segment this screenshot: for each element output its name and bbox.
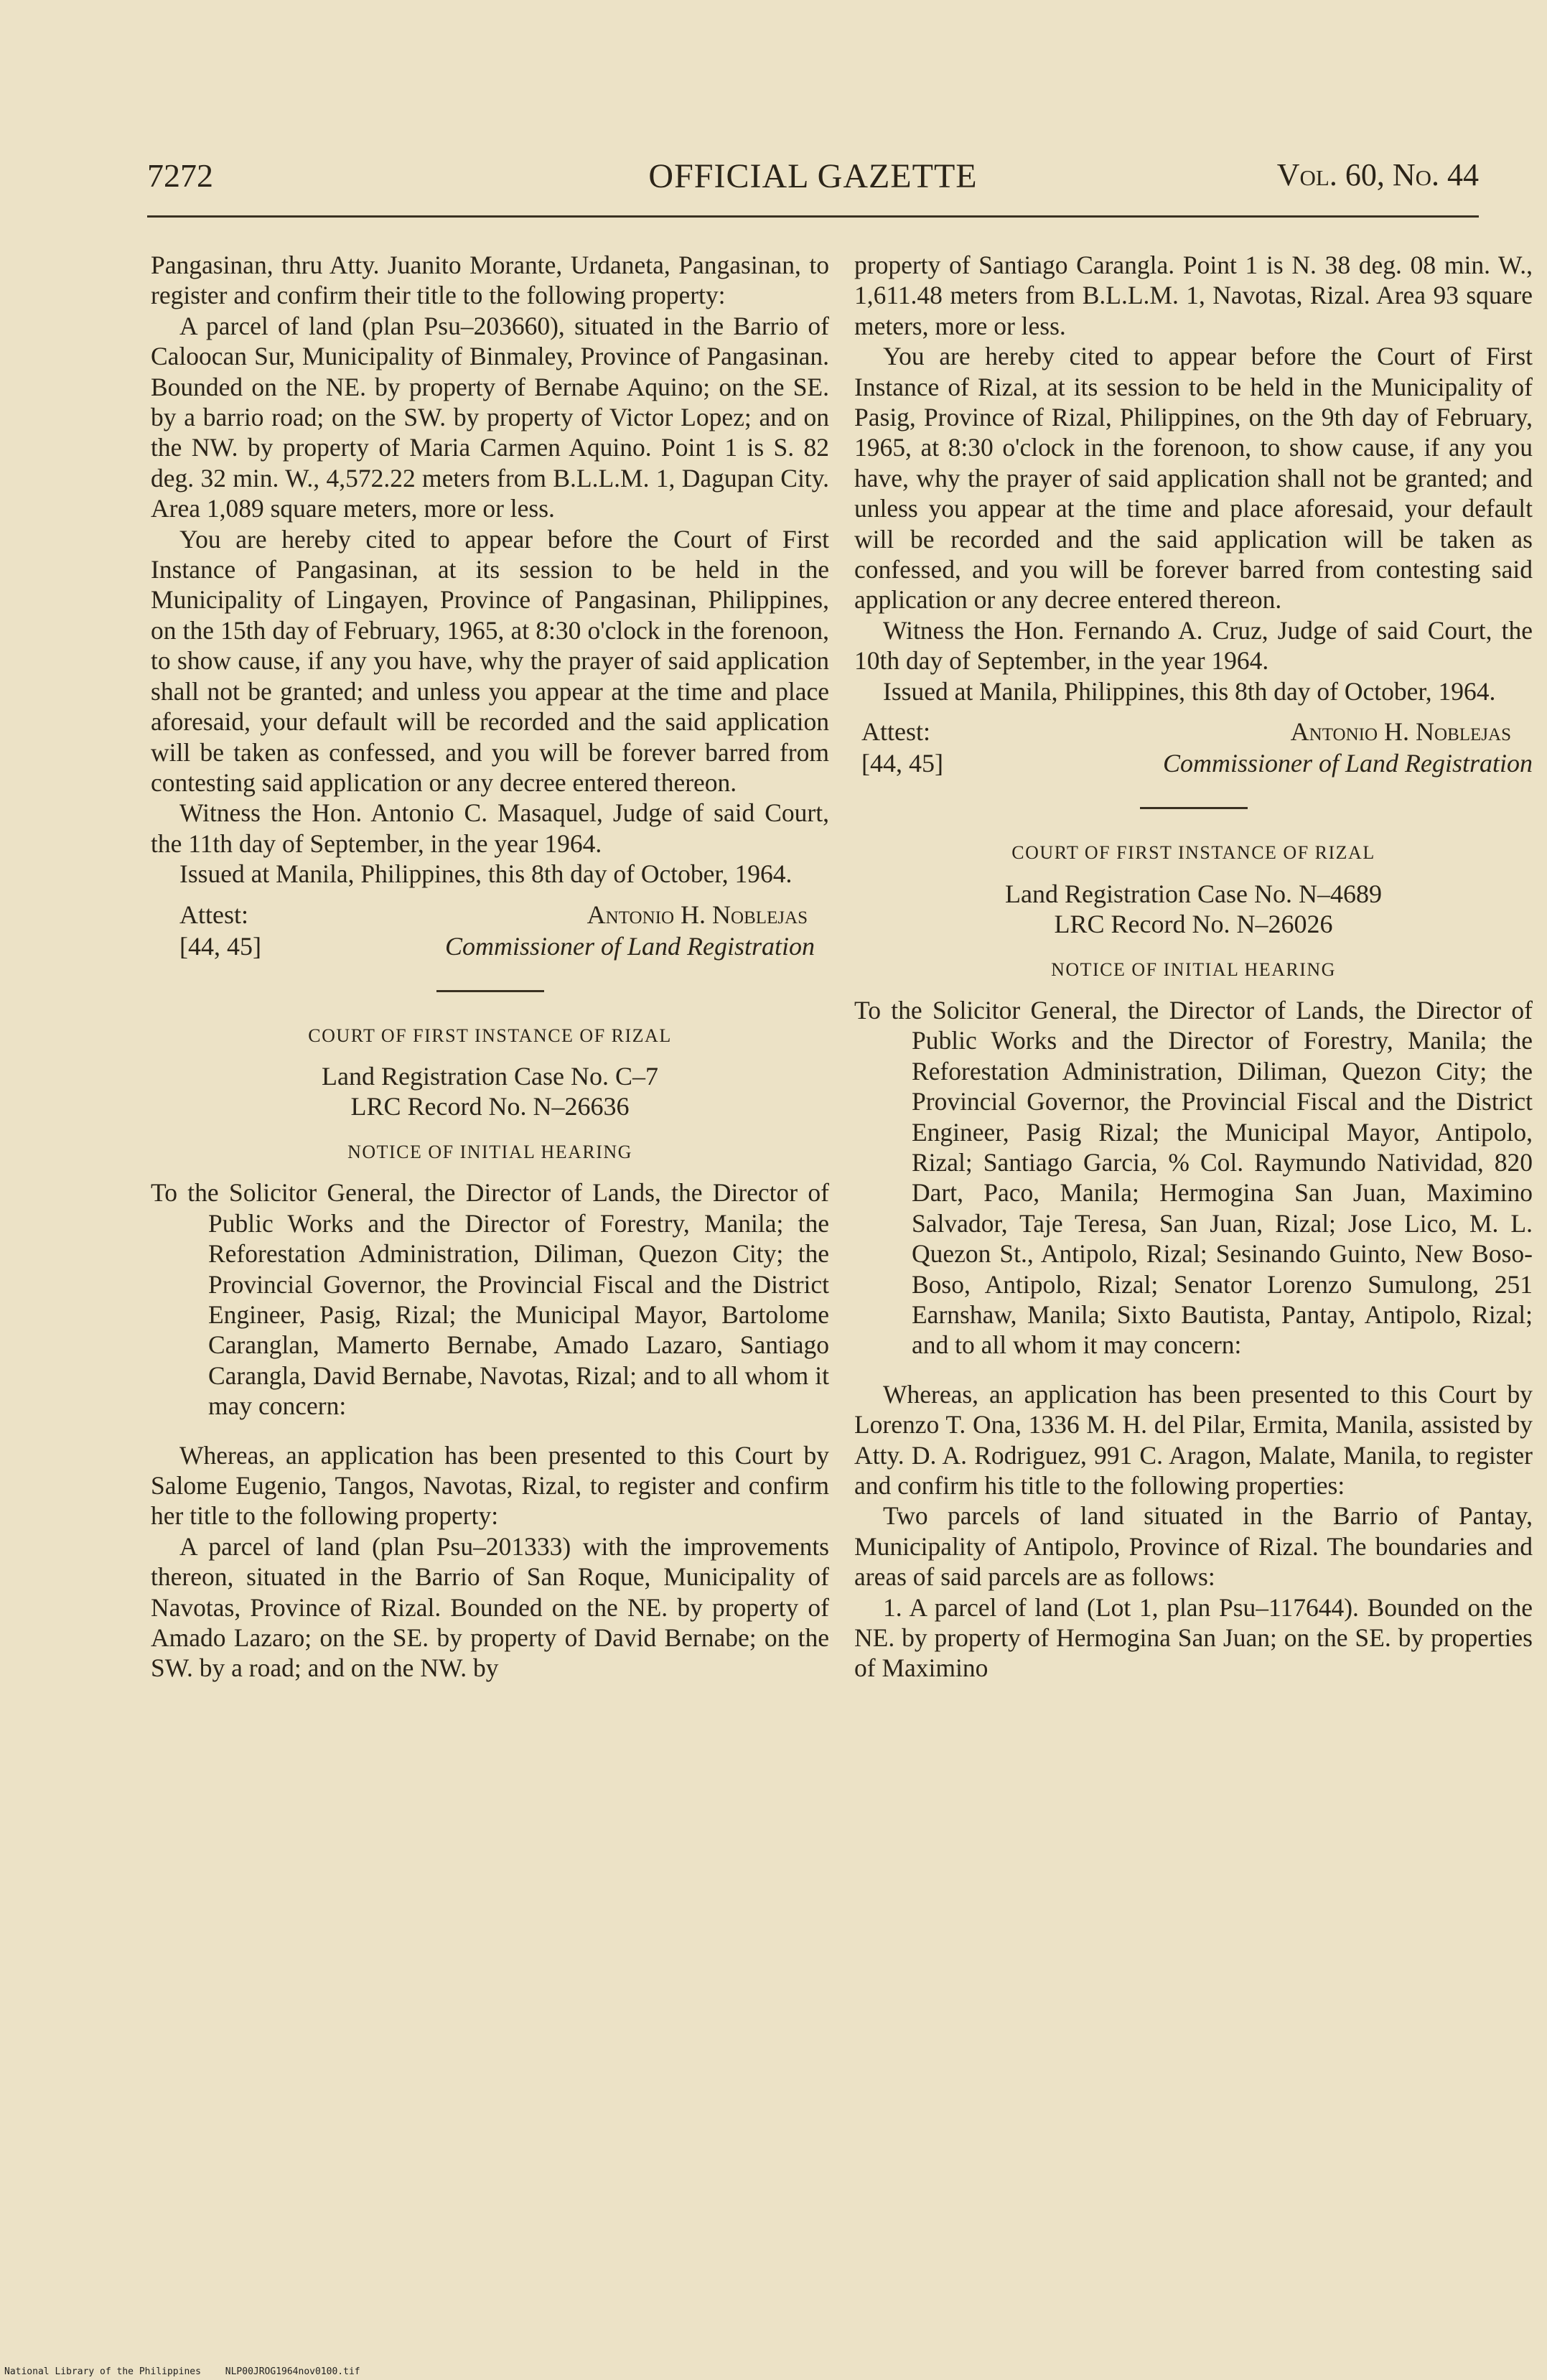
issue-reference: [44, 45] (179, 931, 261, 961)
addressees: To the Solicitor General, the Director of Lands, the Director of Public Works and the Director of Forestry, Manila; the Reforestation Administration, Diliman, Quezon City; the Provincial Governor, the Provincial Fiscal and the District Engineer, Pasig, Rizal; the Municipal Mayor, Bartolome Caranglan, Mamerto Bernabe, Amado Lazaro, Santiago Carangla, David Bernabe, Navotas, Rizal; and to all whom it may concern: (151, 1178, 829, 1421)
signer-name: Antonio H. Noblejas (586, 900, 808, 929)
paragraph: Whereas, an application has been presented to this Court by Lorenzo T. Ona, 1336 M. H. del Pilar, Ermita, Manila, assisted by Atty. D. A. Rodriguez, 991 C. Aragon, Malate, Manila, to register and confirm his title to the following properties: (854, 1379, 1533, 1500)
attest-label: Attest: (861, 717, 930, 747)
issue-reference: [44, 45] (861, 749, 943, 778)
volume-issue: Vol. 60, No. 44 (1276, 157, 1479, 192)
right-column (854, 250, 1533, 1684)
section-divider (1140, 807, 1248, 809)
court-heading: COURT OF FIRST INSTANCE OF RIZAL (308, 1025, 672, 1046)
attest-label: Attest: (179, 900, 248, 929)
paragraph: Witness the Hon. Antonio C. Masaquel, Judge of said Court, the 11th day of September, in the year 1964. (151, 798, 829, 858)
paragraph: Whereas, an application has been presented to this Court by Salome Eugenio, Tangos, Navotas, Rizal, to register and confirm her title to the following property: (151, 1440, 829, 1531)
signer-name: Antonio H. Noblejas (1290, 717, 1511, 747)
left-column (151, 250, 829, 1684)
paragraph: A parcel of land (plan Psu–203660), situated in the Barrio of Caloocan Sur, Municipality of Binmaley, Province of Pangasinan. Bounded on the NE. by property of Bernabe Aquino; on the SE. by a barrio road; on the SW. by property of Victor Lopez; and on the NW. by property of Maria Carmen Aquino. Point 1 is S. 82 deg. 32 min. W., 4,572.22 meters from B.L.L.M. 1, Dagupan City. Area 1,089 square meters, more or less. (151, 311, 829, 523)
paragraph: Two parcels of land situated in the Barrio of Pantay, Municipality of Antipolo, Province of Rizal. The boundaries and areas of said parcels are as follows: (854, 1501, 1533, 1592)
attestation (854, 717, 1533, 781)
page-header (147, 157, 1479, 207)
signer-title: Commissioner of Land Registration (444, 931, 815, 961)
paragraph: Witness the Hon. Fernando A. Cruz, Judge of said Court, the 10th day of September, in the year 1964. (854, 615, 1533, 676)
page-number: 7272 (147, 157, 213, 194)
record-number: LRC Record No. N–26636 (350, 1091, 630, 1121)
paragraph: A parcel of land (plan Psu–201333) with the improvements thereon, situated in the Barrio of San Roque, Municipality of Navotas, Province of Rizal. Bounded on the NE. by property of Amado Lazaro; on the SE. by property of David Bernabe; on the SW. by a road; and on the NW. by (151, 1531, 829, 1683)
notice-heading: NOTICE OF INITIAL HEARING (347, 1141, 632, 1162)
addressees: To the Solicitor General, the Director of Lands, the Director of Public Works and the Director of Forestry, Manila; the Reforestation Administration, Diliman, Quezon City; the Provincial Governor, the Provincial Fiscal and the District Engineer, Pasig Rizal; the Municipal Mayor, Antipolo, Rizal; Santiago Garcia, % Col. Raymundo Natividad, 820 Dart, Paco, Manila; Hermogina San Juan, Maximino Salvador, Taje Teresa, San Juan, Rizal; Jose Lico, M. L. Quezon St., Antipolo, Rizal; Sesinando Guinto, New Boso-Boso, Antipolo, Rizal; Senator Lorenzo Sumulong, 251 Earnshaw, Manila; Sixto Bautista, Pantay, Antipolo, Rizal; and to all whom it may concern: (854, 995, 1533, 1360)
signer-title: Commissioner of Land Registration (1162, 749, 1533, 778)
case-number: Land Registration Case No. C–7 (322, 1061, 658, 1091)
paragraph: Issued at Manila, Philippines, this 8th day of October, 1964. (883, 676, 1496, 706)
paragraph: Issued at Manila, Philippines, this 8th day of October, 1964. (179, 859, 793, 889)
court-heading: COURT OF FIRST INSTANCE OF RIZAL (1011, 842, 1375, 864)
record-number: LRC Record No. N–26026 (1054, 909, 1333, 938)
paragraph: 1. A parcel of land (Lot 1, plan Psu–117644). Bounded on the NE. by property of Hermogina San Juan; on the SE. by properties of Maximino (854, 1592, 1533, 1683)
file-name: NLP00JROG1964nov0100.tif (225, 2366, 360, 2377)
library-credit: National Library of the Philippines (4, 2366, 201, 2377)
header-rule (147, 215, 1479, 218)
paragraph: You are hereby cited to appear before the Court of First Instance of Pangasinan, at its session to be held in the Municipality of Lingayen, Province of Pangasinan, Philippines, on the 15th day of February, 1965, at 8:30 o'clock in the forenoon, to show cause, if any you have, why the prayer of said application shall not be granted; and unless you appear at the time and place aforesaid, your default will be recorded and the said application will be taken as confessed, and you will be forever barred from contesting said application or any decree entered thereon. (151, 524, 829, 797)
section-divider (436, 990, 544, 992)
notice-heading: NOTICE OF INITIAL HEARING (1051, 958, 1336, 980)
paragraph: You are hereby cited to appear before the Court of First Instance of Rizal, at its session to be held in the Municipality of Pasig, Province of Rizal, Philippines, on the 9th day of February, 1965, at 8:30 o'clock in the forenoon, to show cause, if any you have, why the prayer of said application shall not be granted; and unless you appear at the time and place aforesaid, your default will be recorded and the said application will be taken as confessed, and you will be forever barred from contesting said application or any decree entered thereon. (854, 342, 1533, 615)
scan-footer (4, 2366, 379, 2377)
publication-title: OFFICIAL GAZETTE (648, 157, 978, 195)
paragraph: property of Santiago Carangla. Point 1 is N. 38 deg. 08 min. W., 1,611.48 meters from B.L.L.M. 1, Navotas, Rizal. Area 93 square meters, more or less. (854, 251, 1533, 340)
attestation (151, 900, 829, 964)
paragraph: Pangasinan, thru Atty. Juanito Morante, Urdaneta, Pangasinan, to register and confirm their title to the following property: (151, 251, 829, 310)
case-number: Land Registration Case No. N–4689 (1005, 879, 1382, 908)
